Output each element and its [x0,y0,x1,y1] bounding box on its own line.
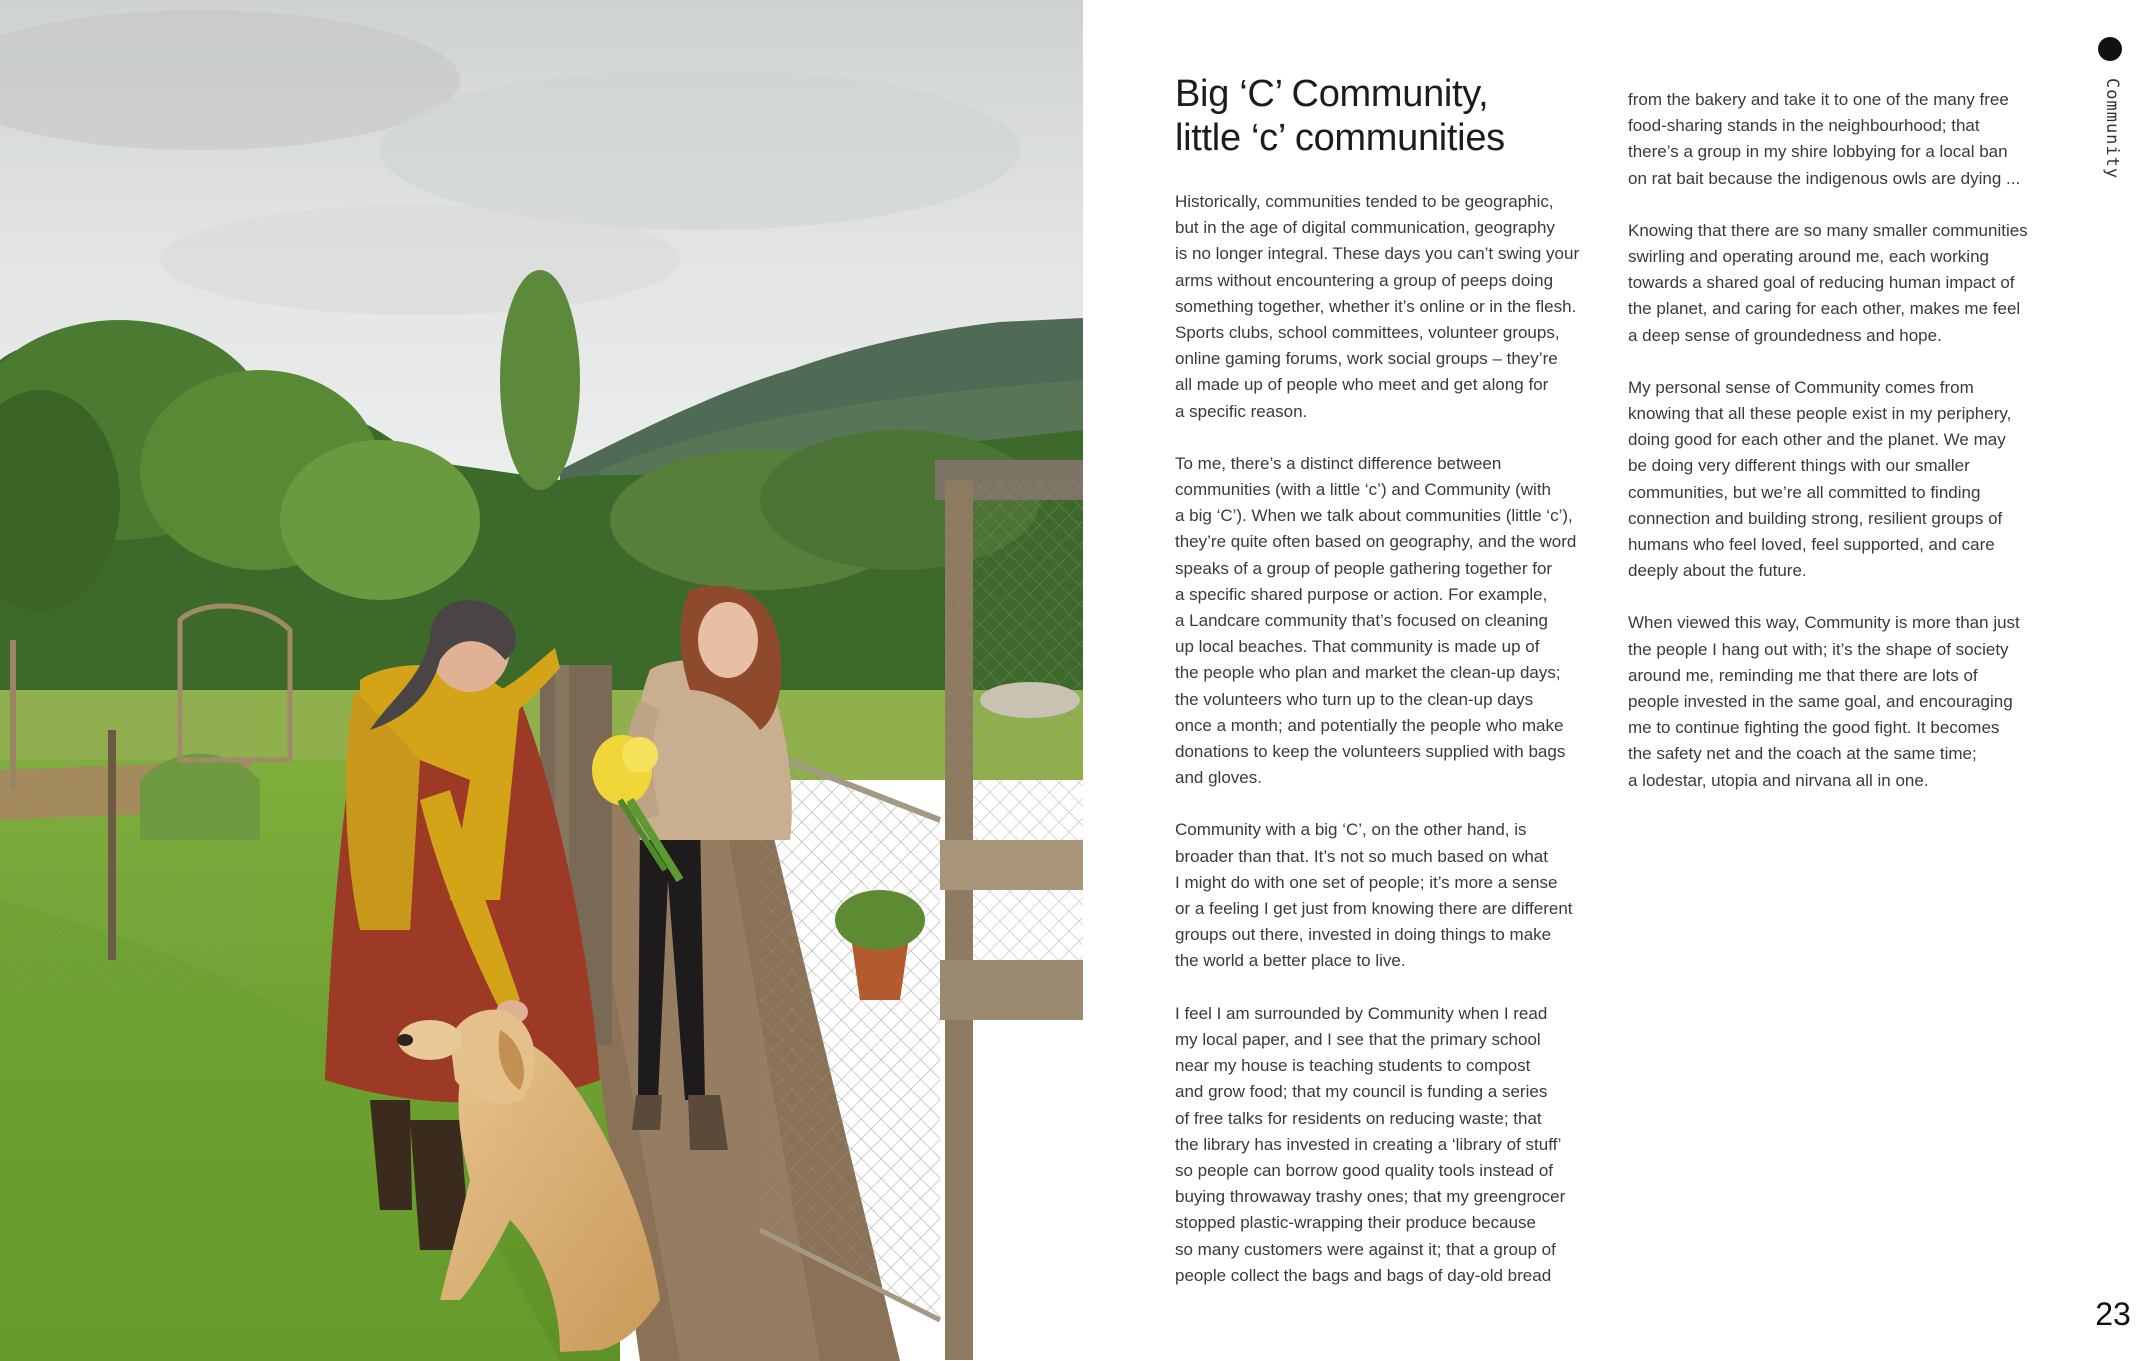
text-line: the library has invested in creating a ‘library of stuff’ [1175,1134,1562,1154]
text-line: arms without encountering a group of peeps doing [1175,270,1554,290]
text-line: My personal sense of Community comes from [1628,377,1974,397]
text-line: all made up of people who meet and get along for [1175,375,1549,395]
text-line: humans who feel loved, feel supported, and care [1628,535,1995,555]
article-title [1175,72,1595,160]
section-dot-icon [2098,37,2122,61]
article-title-line1: Big ‘C’ Community, [1175,73,1489,115]
text-line: Community with a big ‘C’, on the other hand, is [1175,820,1527,840]
text-line: up local beaches. That community is made up of [1175,637,1540,657]
text-line: the safety net and the coach at the same time; [1628,744,1977,764]
article-title-line2: little ‘c’ communities [1175,117,1505,159]
text-line: broader than that. It’s not so much based on what [1175,846,1548,866]
text-line: Knowing that there are so many smaller communities [1628,220,2028,240]
text-line: so many customers were against it; that a group of [1175,1239,1556,1259]
text-line: and grow food; that my council is funding a series [1175,1082,1548,1102]
text-line: is no longer integral. These days you can’t swing your [1175,244,1580,264]
paragraph [1628,218,2068,349]
text-line: online gaming forums, work social groups – they’re [1175,349,1558,369]
body-column-left [1175,189,1615,1315]
body-column-right [1628,87,2068,820]
text-line: the world a better place to live. [1175,951,1406,971]
paragraph [1628,375,2068,585]
text-line: I might do with one set of people; it’s more a sense [1175,872,1558,892]
text-line: a Landcare community that’s focused on cleaning [1175,611,1548,631]
text-line: a deep sense of groundedness and hope. [1628,325,1942,345]
text-line: Historically, communities tended to be geographic, [1175,192,1554,211]
text-line: the planet, and caring for each other, makes me feel [1628,299,2021,319]
text-line: near my house is teaching students to compost [1175,1056,1531,1076]
paragraph [1175,189,1615,425]
text-line: stopped plastic-wrapping their produce because [1175,1213,1537,1233]
text-line: people collect the bags and bags of day-old bread [1175,1265,1552,1285]
text-line: the people who plan and market the clean-up days; [1175,663,1561,683]
text-line: I feel I am surrounded by Community when I read [1175,1003,1548,1023]
text-line: towards a shared goal of reducing human impact of [1628,273,2015,293]
text-line: so people can borrow good quality tools instead of [1175,1160,1554,1180]
text-line: a big ‘C’). When we talk about communities (little ‘c’), [1175,506,1573,526]
page-number: 23 [2095,1296,2131,1332]
text-line: on rat bait because the indigenous owls are dying ... [1628,168,2021,188]
text-line: my local paper, and I see that the primary school [1175,1029,1541,1049]
text-line: but in the age of digital communication, geography [1175,218,1555,238]
text-line: food-sharing stands in the neighbourhood; that [1628,116,1980,136]
text-line: deeply about the future. [1628,561,1807,581]
text-line: around me, reminding me that there are lots of [1628,665,1978,685]
paragraph [1628,610,2068,793]
text-line: a specific shared purpose or action. For example, [1175,584,1548,604]
text-line: speaks of a group of people gathering together for [1175,558,1553,578]
text-line: groups out there, invested in doing things to make [1175,925,1552,945]
text-line: something together, whether it’s online or in the flesh. [1175,296,1577,316]
text-line: people invested in the same goal, and encouraging [1628,692,2013,712]
text-line: from the bakery and take it to one of the many free [1628,90,2009,109]
text-line: there’s a group in my shire lobbying for a local ban [1628,142,2008,162]
paragraph [1175,817,1615,974]
section-label: Community [2102,78,2122,180]
text-line: doing good for each other and the planet. We may [1628,430,2006,450]
text-line: buying throwaway trashy ones; that my greengrocer [1175,1187,1566,1207]
text-line: they’re quite often based on geography, and the word [1175,532,1577,552]
text-line: communities (with a little ‘c’) and Community (with [1175,480,1551,500]
text-line: communities, but we’re all committed to finding [1628,482,1981,502]
text-line: the people I hang out with; it’s the shape of society [1628,639,2009,659]
text-line: donations to keep the volunteers supplied with bags [1175,742,1566,762]
text-line: When viewed this way, Community is more than just [1628,613,2020,633]
text-line: be doing very different things with our smaller [1628,456,1970,476]
text-line: knowing that all these people exist in my periphery, [1628,404,2012,424]
paragraph [1628,87,2068,192]
text-line: of free talks for residents on reducing waste; that [1175,1108,1542,1128]
paragraph [1175,451,1615,792]
text-line: me to continue fighting the good fight. It becomes [1628,718,2000,738]
paragraph [1175,1001,1615,1289]
text-line: a lodestar, utopia and nirvana all in one. [1628,770,1929,790]
text-line: once a month; and potentially the people who make [1175,715,1564,735]
text-line: To me, there’s a distinct difference between [1175,453,1502,473]
text-line: a specific reason. [1175,401,1308,421]
text-line: the volunteers who turn up to the clean-up days [1175,689,1534,709]
text-line: swirling and operating around me, each working [1628,247,1989,267]
text-line: or a feeling I get just from knowing there are different [1175,899,1573,919]
text-line: Sports clubs, school committees, volunteer groups, [1175,323,1560,343]
text-line: and gloves. [1175,768,1262,788]
text-line: connection and building strong, resilient groups of [1628,508,2003,528]
